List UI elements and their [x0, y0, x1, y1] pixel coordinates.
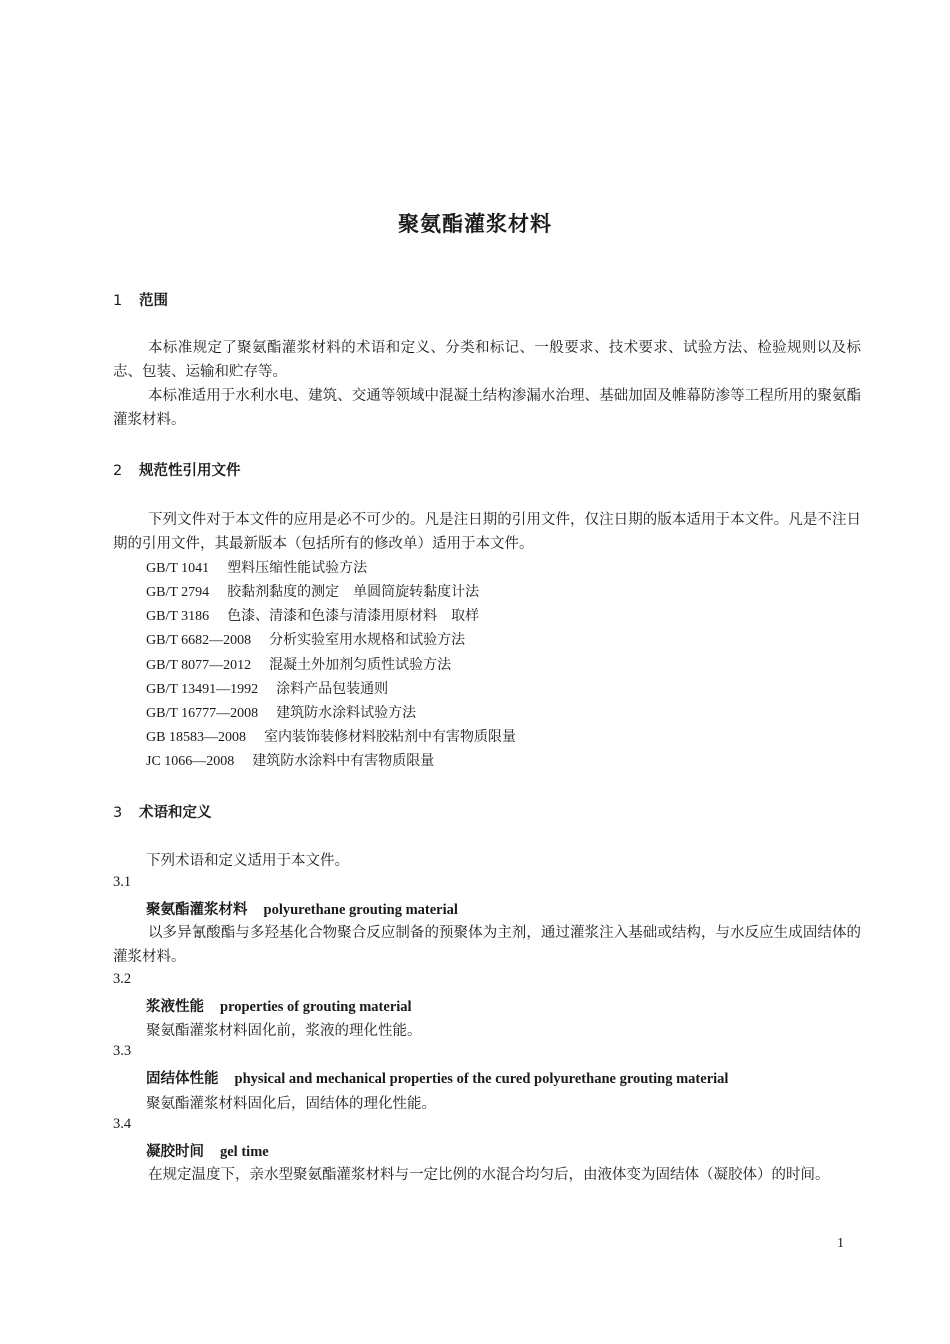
reference-code: GB/T 13491—1992: [146, 682, 259, 697]
reference-code: GB/T 6682—2008: [146, 633, 252, 648]
document-title: 聚氨酯灌浆材料: [398, 212, 552, 236]
section-number: 1: [113, 293, 123, 309]
reference-code: GB/T 16777—2008: [146, 706, 259, 721]
reference-name: 胶黏剂黏度的测定 单圆筒旋转黏度计法: [227, 584, 480, 600]
term-zh: 聚氨酯灌浆材料: [146, 902, 248, 918]
term-definition: 以多异氰酸酯与多羟基化合物聚合反应制备的预聚体为主剂，通过灌浆注入基础或结构，与水反应生成固结体的灌浆材料。: [113, 925, 861, 965]
section-1-heading: [113, 289, 168, 310]
term-number: 3.3: [113, 1043, 132, 1059]
term-definition: 聚氨酯灌浆材料固化后，固结体的理化性能。: [146, 1096, 436, 1112]
page-number: 1: [837, 1236, 844, 1251]
reference-name: 色漆、清漆和色漆与清漆用原材料 取样: [227, 608, 480, 624]
term-zh: 凝胶时间: [146, 1144, 204, 1160]
reference-name: 分析实验室用水规格和试验方法: [269, 632, 466, 648]
reference-item: [146, 750, 434, 770]
reference-code: GB/T 3186: [146, 609, 210, 624]
section-title: 范围: [139, 293, 168, 309]
term-number: 3.4: [113, 1116, 132, 1132]
section-number: 2: [113, 463, 123, 479]
term-number: 3.2: [113, 971, 132, 987]
paragraph: 本标准规定了聚氨酯灌浆材料的术语和定义、分类和标记、一般要求、技术要求、试验方法、检验规则以及标志、包装、运输和贮存等。: [113, 340, 861, 380]
section-title: 术语和定义: [139, 805, 212, 821]
term-en: polyurethane grouting material: [263, 902, 458, 918]
reference-code: JC 1066—2008: [146, 754, 235, 769]
term-title: [146, 1140, 269, 1161]
reference-code: GB/T 8077—2012: [146, 658, 252, 673]
reference-name: 建筑防水涂料中有害物质限量: [252, 753, 435, 769]
reference-code: GB 18583—2008: [146, 730, 246, 745]
term-title: [146, 1067, 728, 1088]
reference-item: [146, 654, 451, 674]
reference-name: 建筑防水涂料试验方法: [276, 705, 417, 721]
reference-item: [146, 581, 479, 601]
paragraph: 本标准适用于水利水电、建筑、交通等领域中混凝土结构渗漏水治理、基础加固及帷幕防渗等工程所用的聚氨酯灌浆材料。: [113, 388, 861, 428]
reference-item: [146, 702, 416, 722]
reference-item: [146, 605, 479, 625]
reference-item: [146, 557, 367, 577]
term-title: [146, 898, 458, 919]
section-2-heading: [113, 459, 241, 480]
term-number: 3.1: [113, 874, 132, 890]
term-en: properties of grouting material: [220, 999, 412, 1015]
term-zh: 浆液性能: [146, 999, 204, 1015]
reference-item: [146, 678, 388, 698]
reference-code: GB/T 2794: [146, 585, 210, 600]
reference-name: 涂料产品包装通则: [276, 681, 389, 697]
term-definition: 在规定温度下，亲水型聚氨酯灌浆材料与一定比例的水混合均匀后，由液体变为固结体（凝胶体）的时间。: [148, 1167, 830, 1183]
reference-name: 混凝土外加剂匀质性试验方法: [269, 657, 452, 673]
term-en: gel time: [220, 1144, 269, 1160]
section-title: 规范性引用文件: [139, 463, 241, 479]
reference-item: [146, 629, 465, 649]
reference-name: 塑料压缩性能试验方法: [227, 560, 368, 576]
reference-code: GB/T 1041: [146, 561, 210, 576]
paragraph: 下列文件对于本文件的应用是必不可少的。凡是注日期的引用文件，仅注日期的版本适用于本文件。凡是不注日期的引用文件，其最新版本（包括所有的修改单）适用于本文件。: [113, 512, 861, 552]
reference-item: [146, 726, 516, 746]
paragraph: 下列术语和定义适用于本文件。: [146, 853, 349, 869]
section-number: 3: [113, 805, 123, 821]
section-3-heading: [113, 801, 212, 822]
term-definition: 聚氨酯灌浆材料固化前，浆液的理化性能。: [146, 1023, 422, 1039]
term-en: physical and mechanical properties of the cured polyurethane grouting material: [234, 1071, 729, 1087]
reference-name: 室内装饰装修材料胶粘剂中有害物质限量: [263, 729, 516, 745]
term-zh: 固结体性能: [146, 1071, 219, 1087]
term-title: [146, 995, 412, 1016]
